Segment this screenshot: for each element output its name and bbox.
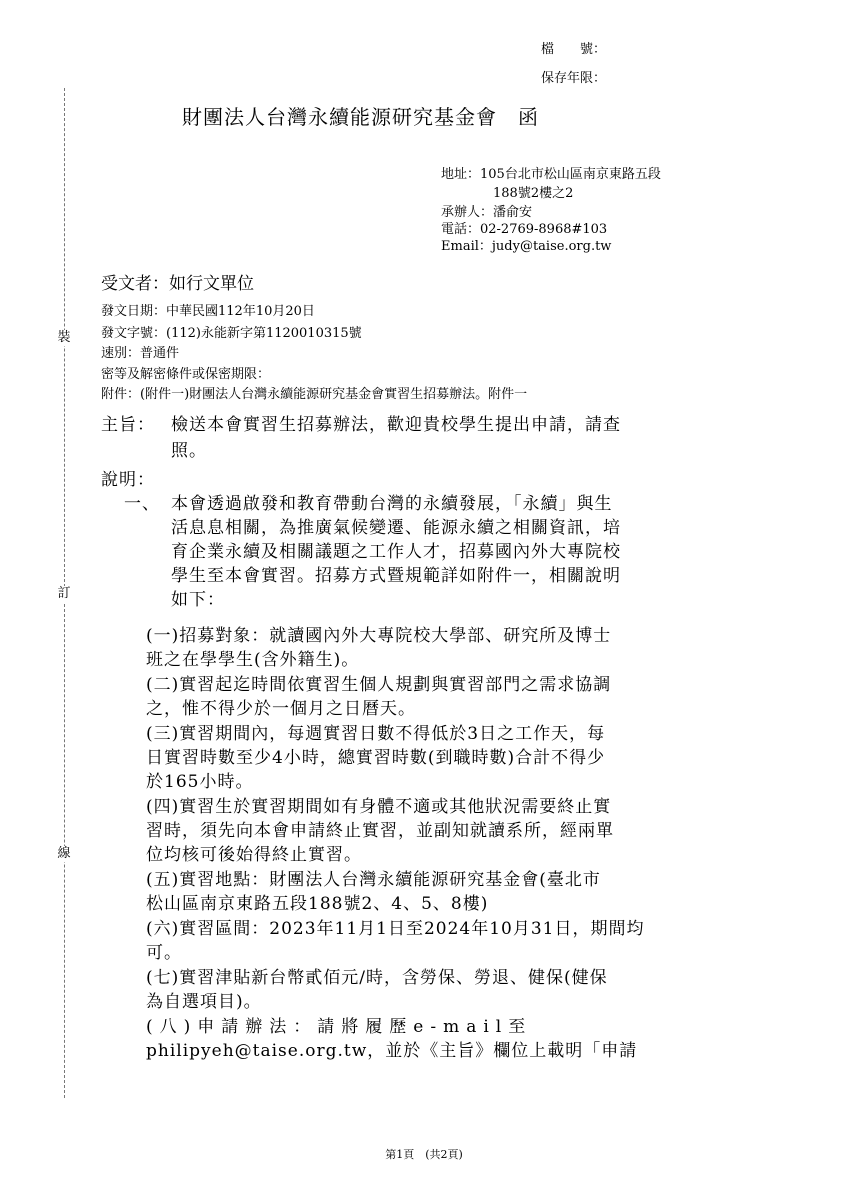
item-1-line: 育企業永續及相關議題之工作人才，招募國內外大專院校 <box>171 542 621 562</box>
page-footer: 第1頁 (共2頁) <box>385 1148 463 1161</box>
issue-date: 發文日期：中華民國112年10月20日 <box>101 304 315 319</box>
sub-item-line: (八)申請辦法：請將履歷e-mail至 <box>146 1017 533 1037</box>
item-number: 一、 <box>124 494 160 514</box>
item-1-paragraph <box>171 492 621 612</box>
sub-item-2 <box>146 673 645 721</box>
subject-label: 主旨： <box>101 415 155 435</box>
sub-item-8 <box>146 1015 645 1063</box>
speed: 速別：普通件 <box>101 346 180 361</box>
email: Email：judy@taise.org.tw <box>441 239 612 254</box>
sub-item-5 <box>146 868 645 916</box>
document-number: 發文字號：(112)永能新字第1120010315號 <box>101 326 362 341</box>
address-line-2: 188號2樓之2 <box>493 186 574 201</box>
sub-item-line: (五)實習地點：財團法人台灣永續能源研究基金會(臺北市 <box>146 870 601 890</box>
item-1-line: 如下： <box>171 590 225 610</box>
sub-item-line: 位均核可後始得終止實習。 <box>146 845 362 865</box>
sub-item-line: (七)實習津貼新台幣貳佰元/時，含勞保、勞退、健保(健保 <box>146 968 608 988</box>
sub-item-line: 班之在學學生(含外籍生)。 <box>146 650 360 670</box>
confidentiality: 密等及解密條件或保密期限： <box>101 367 271 382</box>
attachment: 附件：(附件一)財團法人台灣永續能源研究基金會實習生招募辦法。附件一 <box>101 387 528 402</box>
sub-item-line: 可。 <box>146 943 182 963</box>
binding-mark-zhuang: 裝 <box>57 330 71 345</box>
sub-item-line: philipyeh@taise.org.tw，並於《主旨》欄位上載明「申請 <box>146 1041 638 1061</box>
sub-item-line: (六)實習區間：2023年11月1日至2024年10月31日，期間均 <box>146 919 645 939</box>
phone: 電話：02-2769-8968#103 <box>441 222 608 237</box>
sub-item-line: (四)實習生於實習期間如有身體不適或其他狀況需要終止實 <box>146 797 612 817</box>
file-number-label: 檔 號： <box>541 42 607 57</box>
sub-item-7 <box>146 966 645 1014</box>
subject-line-1: 檢送本會實習生招募辦法，歡迎貴校學生提出申請，請查 <box>171 415 621 435</box>
sub-item-4 <box>146 795 645 867</box>
item-1-line: 活息息相關，為推廣氣候變遷、能源永續之相關資訊，培 <box>171 518 621 538</box>
sub-item-line: (三)實習期間內，每週實習日數不得低於3日之工作天，每 <box>146 724 606 744</box>
sub-item-line: (二)實習起迄時間依實習生個人規劃與實習部門之需求協調 <box>146 675 612 695</box>
retention-period-label: 保存年限： <box>541 71 607 86</box>
address-line-1: 地址：105台北市松山區南京東路五段 <box>441 167 661 182</box>
handler: 承辦人：潘俞安 <box>441 205 533 220</box>
item-1-line: 本會透過啟發和教育帶動台灣的永續發展，「永續」與生 <box>171 494 613 514</box>
document-title: 財團法人台灣永續能源研究基金會 函 <box>182 105 539 129</box>
sub-item-6 <box>146 917 645 965</box>
sub-item-line: 習時，須先向本會申請終止實習，並副知就讀系所，經兩單 <box>146 821 614 841</box>
sub-item-1 <box>146 624 645 672</box>
sub-item-line: 為自選項目)。 <box>146 992 262 1012</box>
sub-item-line: 於165小時。 <box>146 772 254 792</box>
explanation-label: 說明： <box>101 470 155 490</box>
subject-line-2: 照。 <box>171 441 207 461</box>
binding-mark-ding: 訂 <box>57 586 71 601</box>
sub-items <box>146 624 645 1063</box>
sub-item-line: 日實習時數至少4小時，總實習時數(到職時數)合計不得少 <box>146 748 606 768</box>
sub-item-line: 松山區南京東路五段188號2、4、5、8樓) <box>146 894 489 914</box>
sub-item-line: (一)招募對象：就讀國內外大專院校大學部、研究所及博士 <box>146 626 612 646</box>
sub-item-3 <box>146 722 645 794</box>
sub-item-line: 之，惟不得少於一個月之日曆天。 <box>146 699 416 719</box>
recipient: 受文者：如行文單位 <box>101 274 254 294</box>
binding-mark-xian: 線 <box>57 846 71 861</box>
item-1-line: 學生至本會實習。招募方式暨規範詳如附件一，相關說明 <box>171 566 621 586</box>
